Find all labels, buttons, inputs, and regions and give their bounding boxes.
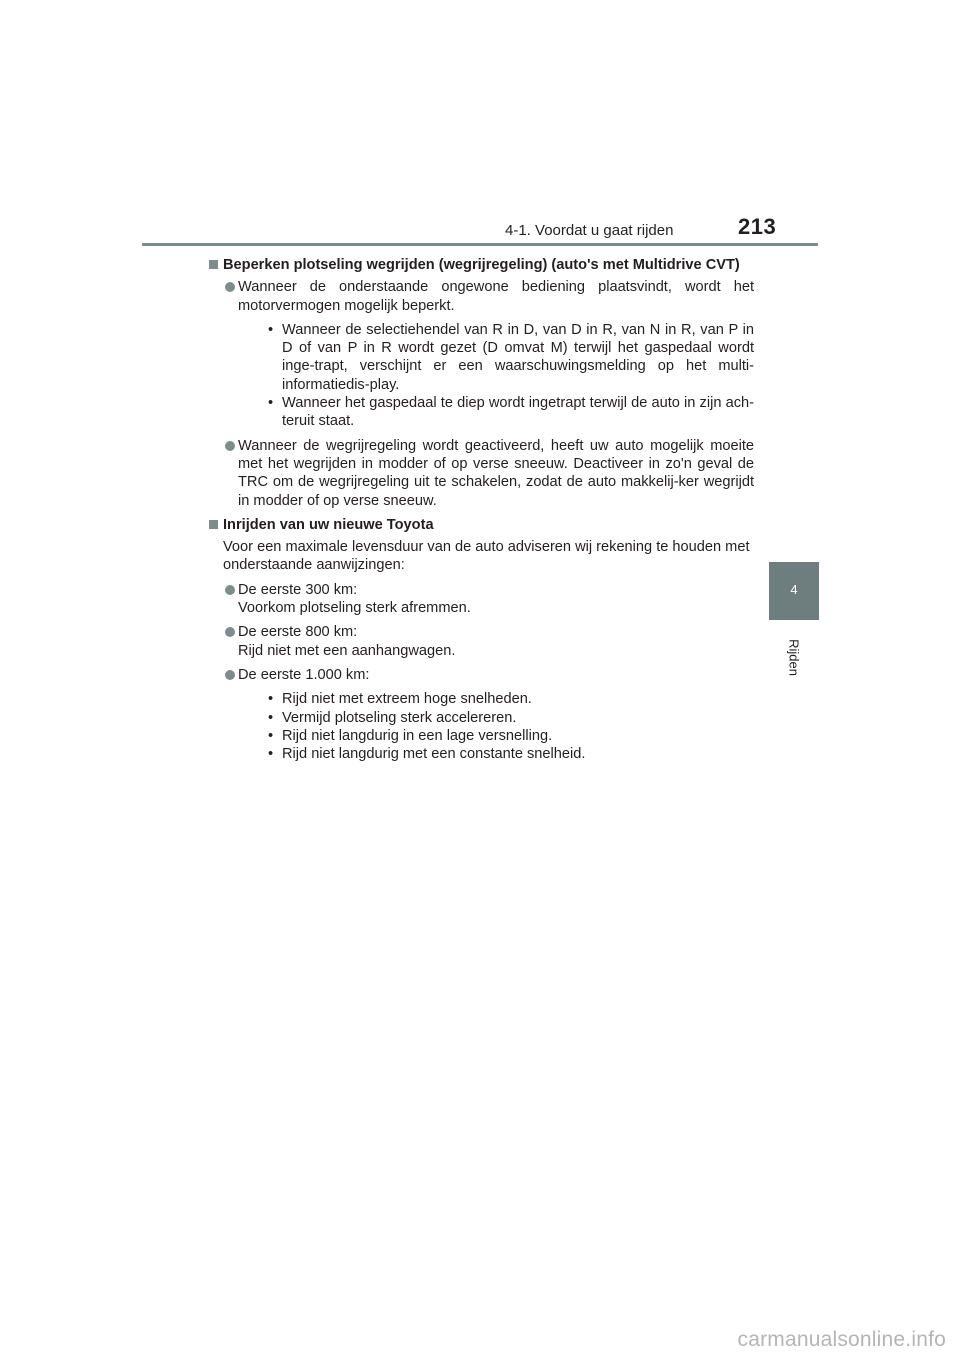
round-bullet-icon <box>225 585 235 595</box>
list-item <box>208 581 754 618</box>
list-item <box>208 278 754 430</box>
dot-bullet-icon: • <box>268 709 274 726</box>
page-number: 213 <box>738 214 777 239</box>
round-bullet-icon <box>225 670 235 680</box>
chapter-tab[interactable] <box>769 562 819 620</box>
section-heading-breaking-in <box>208 516 754 534</box>
sub-list <box>238 321 754 431</box>
chapter-label: Rijden <box>786 639 802 676</box>
dot-bullet-icon: • <box>268 727 274 744</box>
round-bullet-icon <box>225 282 235 292</box>
sub-item <box>238 690 754 708</box>
item-title: De eerste 1.000 km: <box>238 666 370 683</box>
sub-item-text: Rijd niet met extreem hoge snelheden. <box>282 691 532 708</box>
sub-item <box>238 321 754 394</box>
header-rule <box>142 243 818 246</box>
sub-item <box>238 709 754 727</box>
sub-item <box>238 394 754 431</box>
section-heading-launch-control <box>208 256 754 274</box>
dot-bullet-icon: • <box>268 691 274 708</box>
item-text: Rijd niet met een aanhangwagen. <box>238 642 456 659</box>
sub-item-text: Wanneer het gaspedaal te diep wordt ingetrapt terwijl de auto in zijn ach-teruit staat. <box>282 395 754 430</box>
round-bullet-icon <box>225 627 235 637</box>
heading-text: Inrijden van uw nieuwe Toyota <box>223 516 434 533</box>
list-item <box>208 666 754 763</box>
list-item <box>208 623 754 660</box>
sub-item <box>238 727 754 745</box>
sub-item-text: Rijd niet langdurig in een lage versnelling. <box>282 727 553 744</box>
sub-item <box>238 745 754 763</box>
dot-bullet-icon: • <box>268 746 274 763</box>
list-item <box>208 437 754 510</box>
dot-bullet-icon: • <box>268 395 274 412</box>
square-bullet-icon <box>209 260 218 269</box>
sub-item-text: Wanneer de selectiehendel van R in D, van D in R, van N in R, van P in D of van P in R wordt gezet (D omvat M) terwijl het gaspedaal wordt inge-trapt, verschijnt er een waarschuwingsmelding op het multi-informatiedis-play. <box>282 321 754 393</box>
item-text: Wanneer de wegrijregeling wordt geactiveerd, heeft uw auto mogelijk moeite met het wegrijden in modder of op verse sneeuw. Deactiveer in zo'n geval de TRC om de wegrijregeling uit te schakelen, zodat de auto makkelij-ker wegrijdt in modder of op verse sneeuw. <box>238 437 754 509</box>
sub-list <box>238 690 754 763</box>
intro-paragraph: Voor een maximale levensduur van de auto adviseren wij rekening te houden met onderstaande aanwijzingen: <box>223 539 750 574</box>
item-text: Wanneer de onderstaande ongewone bediening plaatsvindt, wordt het motorvermogen mogelijk beperkt. <box>238 279 754 314</box>
item-title: De eerste 800 km: <box>238 624 358 641</box>
sub-item-text: Rijd niet langdurig met een constante snelheid. <box>282 746 586 763</box>
section-title: 4-1. Voordat u gaat rijden <box>505 222 674 239</box>
heading-text: Beperken plotseling wegrijden (wegrijregeling) (auto's met Multidrive CVT) <box>223 257 740 273</box>
sub-item-text: Vermijd plotseling sterk accelereren. <box>282 709 517 726</box>
item-text: Voorkom plotseling sterk afremmen. <box>238 600 471 617</box>
chapter-number: 4 <box>790 582 798 597</box>
square-bullet-icon <box>209 520 218 529</box>
item-title: De eerste 300 km: <box>238 581 358 598</box>
main-content <box>208 256 754 769</box>
round-bullet-icon <box>225 441 235 451</box>
watermark: carmanualsonline.info <box>737 1328 946 1351</box>
dot-bullet-icon: • <box>268 321 274 338</box>
